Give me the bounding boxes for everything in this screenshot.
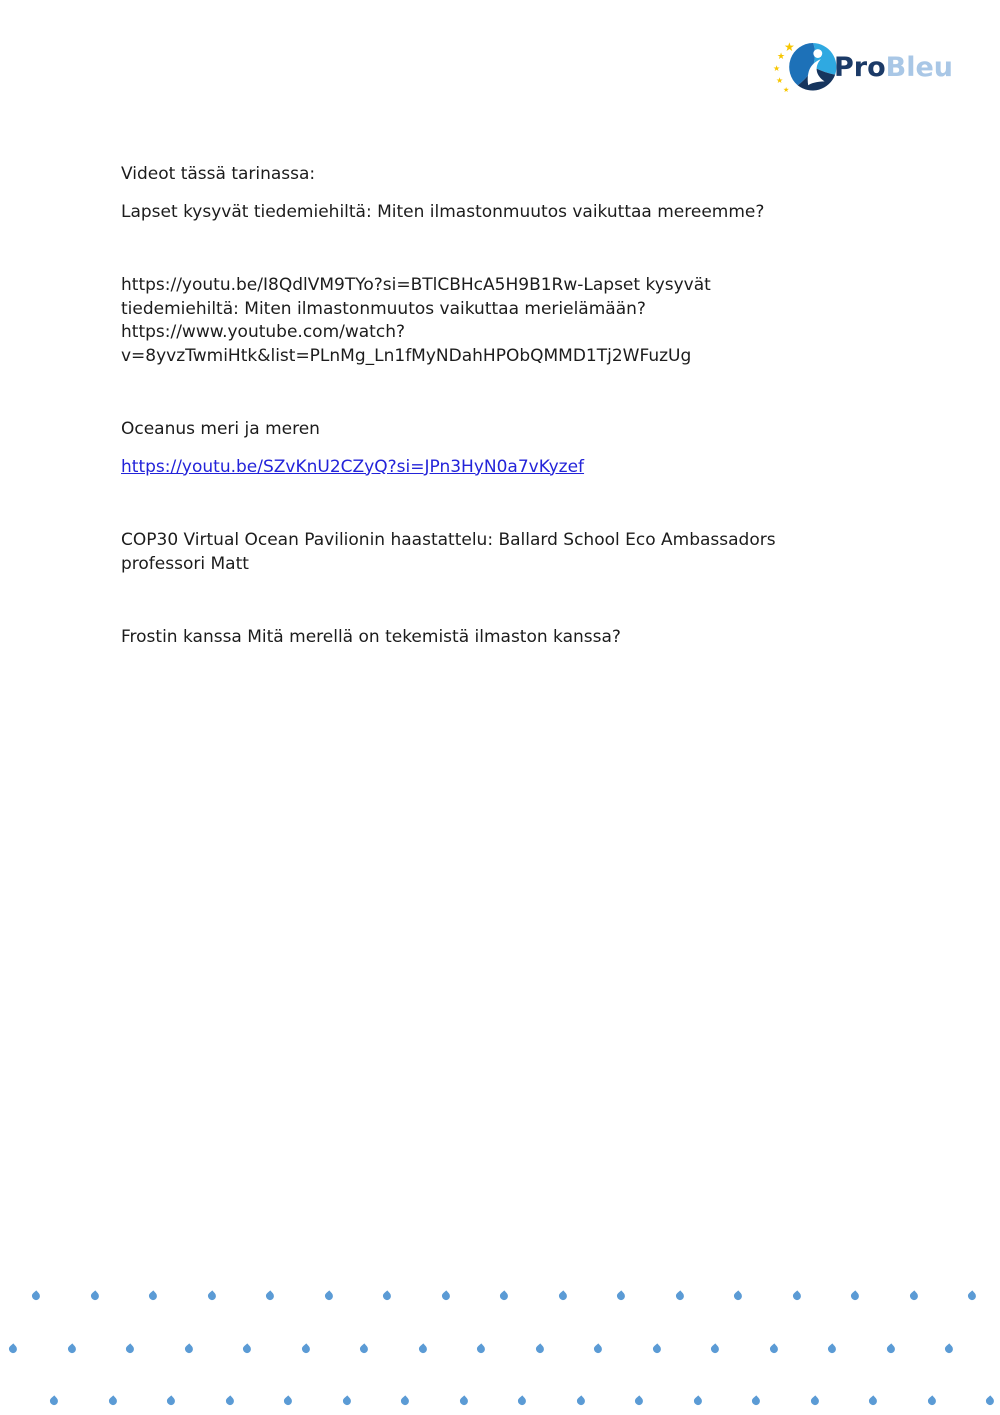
water-droplet-icon [615, 1290, 626, 1301]
water-droplet-icon [966, 1290, 977, 1301]
water-droplet-icon [867, 1395, 878, 1406]
droplet-row [0, 1344, 1000, 1358]
water-droplet-icon [458, 1395, 469, 1406]
water-droplet-icon [282, 1395, 293, 1406]
probleu-logo [772, 40, 954, 94]
star-icon: ★ [784, 40, 795, 54]
water-droplet-icon [791, 1290, 802, 1301]
water-droplet-icon [651, 1343, 662, 1354]
star-icon: ★ [776, 76, 784, 85]
logo-text-pro: Pro [834, 52, 886, 83]
water-droplet-icon [826, 1343, 837, 1354]
water-droplet-icon [943, 1343, 954, 1354]
cop30-text-line: COP30 Virtual Ocean Pavilionin haastattelu: Ballard School Eco Ambassadors [121, 530, 776, 550]
water-droplet-icon [89, 1290, 100, 1301]
url-text-line: https://youtu.be/I8QdlVM9TYo?si=BTlCBHcA5H9B1Rw-Lapset kysyvät [121, 275, 711, 295]
water-droplet-icon [809, 1395, 820, 1406]
url-text-line: v=8yvzTwmiHtk&list=PLnMg_Ln1fMyNDahHPObQMMD1Tj2WFuzUg [121, 345, 692, 366]
water-droplet-icon [849, 1290, 860, 1301]
water-droplet-icon [381, 1290, 392, 1301]
paragraph-frostin: Frostin kanssa Mitä merellä on tekemistä ilmaston kanssa? [121, 627, 621, 647]
water-droplet-icon [475, 1343, 486, 1354]
water-droplet-icon [592, 1343, 603, 1354]
water-droplet-icon [750, 1395, 761, 1406]
water-droplet-icon [341, 1395, 352, 1406]
paragraph-cop30 [121, 529, 861, 576]
water-droplet-icon [534, 1343, 545, 1354]
water-droplet-icon [183, 1343, 194, 1354]
water-droplet-icon [147, 1290, 158, 1301]
water-droplet-icon [709, 1343, 720, 1354]
water-droplet-icon [48, 1395, 59, 1406]
water-droplet-icon [498, 1290, 509, 1301]
water-droplet-icon [358, 1343, 369, 1354]
water-droplet-icon [674, 1290, 685, 1301]
water-droplet-icon [399, 1395, 410, 1406]
droplet-row [0, 1291, 1000, 1305]
water-droplet-icon [516, 1395, 527, 1406]
water-droplet-icon [417, 1343, 428, 1354]
paragraph-oceanus-heading: Oceanus meri ja meren [121, 419, 320, 439]
water-droplet-icon [30, 1290, 41, 1301]
water-droplet-icon [323, 1290, 334, 1301]
water-droplet-icon [984, 1395, 995, 1406]
probleu-wordmark [834, 52, 953, 83]
paragraph-oceanus-link [121, 456, 861, 480]
water-droplet-icon [557, 1290, 568, 1301]
url-text-line: tiedemiehiltä: Miten ilmastonmuutos vaikuttaa merielämään? [121, 298, 646, 319]
water-droplet-icon [908, 1290, 919, 1301]
document-content [121, 163, 861, 664]
water-droplet-icon [124, 1343, 135, 1354]
water-droplet-icon [241, 1343, 252, 1354]
water-droplet-icon [732, 1290, 743, 1301]
youtube-hyperlink[interactable]: https://youtu.be/SZvKnU2CZyQ?si=JPn3HyN0a7vKyzef [121, 456, 585, 477]
water-droplet-icon [575, 1395, 586, 1406]
water-droplet-icon [633, 1395, 644, 1406]
logo-text-bleu: Bleu [885, 52, 954, 83]
water-droplet-icon [264, 1290, 275, 1301]
star-icon: ★ [783, 86, 790, 94]
star-icon: ★ [777, 52, 786, 62]
water-droplet-icon [107, 1395, 118, 1406]
star-icon: ★ [773, 64, 781, 73]
droplet-row [0, 1396, 1000, 1410]
water-droplet-icon [440, 1290, 451, 1301]
water-droplet-icon [768, 1343, 779, 1354]
paragraph-video-urls [121, 274, 861, 368]
probleu-globe-icon [788, 42, 838, 92]
url-text-line: https://www.youtube.com/watch? [121, 322, 405, 342]
cop30-text-line: professori Matt [121, 553, 249, 574]
water-droplet-icon [206, 1290, 217, 1301]
water-droplet-icon [224, 1395, 235, 1406]
water-droplet-icon [7, 1343, 18, 1354]
water-droplet-icon [66, 1343, 77, 1354]
water-droplet-icon [165, 1395, 176, 1406]
water-droplet-icon [300, 1343, 311, 1354]
water-droplet-icon [926, 1395, 937, 1406]
paragraph-video-title: Lapset kysyvät tiedemiehiltä: Miten ilmastonmuutos vaikuttaa mereemme? [121, 201, 765, 222]
water-droplet-icon [885, 1343, 896, 1354]
water-droplet-icon [692, 1395, 703, 1406]
paragraph-videos-heading: Videot tässä tarinassa: [121, 164, 316, 184]
